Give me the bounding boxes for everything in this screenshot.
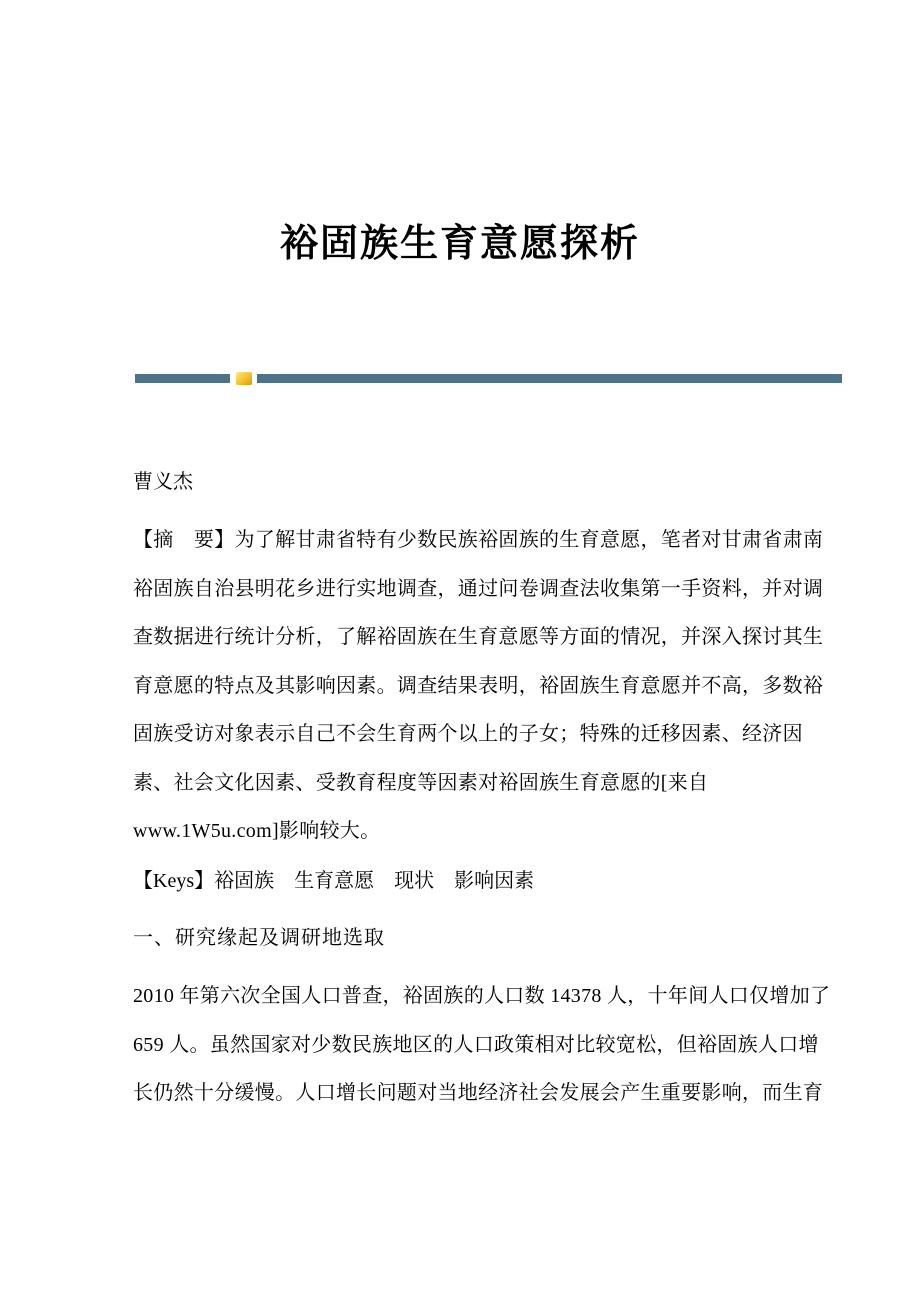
- author-name: 曹义杰: [133, 471, 193, 493]
- intro-line: 2010 年第六次全国人口普查，裕固族的人口数 14378 人，十年间人口仅增加了: [133, 985, 831, 1007]
- gold-square-icon: [236, 372, 252, 385]
- abstract-line: 育意愿的特点及其影响因素。调查结果表明，裕固族生育意愿并不高，多数裕: [133, 674, 824, 697]
- page-title: 裕固族生育意愿探析: [279, 223, 640, 265]
- intro-line: 659 人。虽然国家对少数民族地区的人口政策相对比较宽松，但裕固族人口增: [133, 1033, 819, 1056]
- divider-accent-icon: [230, 371, 257, 386]
- intro-paragraph: [133, 972, 831, 1118]
- abstract-line: 裕固族自治县明花乡进行实地调查，通过问卷调查法收集第一手资料，并对调: [133, 577, 824, 600]
- keywords-line: 【Keys】裕固族 生育意愿 现状 影响因素: [133, 870, 535, 892]
- intro-line: 长仍然十分缓慢。人口增长问题对当地经济社会发展会产生重要影响，而生育: [133, 1082, 824, 1104]
- abstract-paragraph: [133, 516, 824, 856]
- title-divider: [135, 374, 842, 383]
- abstract-line: 固族受访对象表示自己不会生育两个以上的子女；特殊的迁移因素、经济因: [133, 723, 803, 745]
- abstract-line: 素、社会文化因素、受教育程度等因素对裕固族生育意愿的[来自: [133, 771, 709, 794]
- abstract-line: 【摘 要】为了解甘肃省特有少数民族裕固族的生育意愿，笔者对甘肃省肃南: [133, 529, 824, 551]
- section-heading: 一、研究缘起及调研地选取: [133, 927, 385, 949]
- abstract-line: www.1W5u.com]影响较大。: [133, 820, 381, 842]
- abstract-line: 查数据进行统计分析，了解裕固族在生育意愿等方面的情况，并深入探讨其生: [133, 626, 824, 648]
